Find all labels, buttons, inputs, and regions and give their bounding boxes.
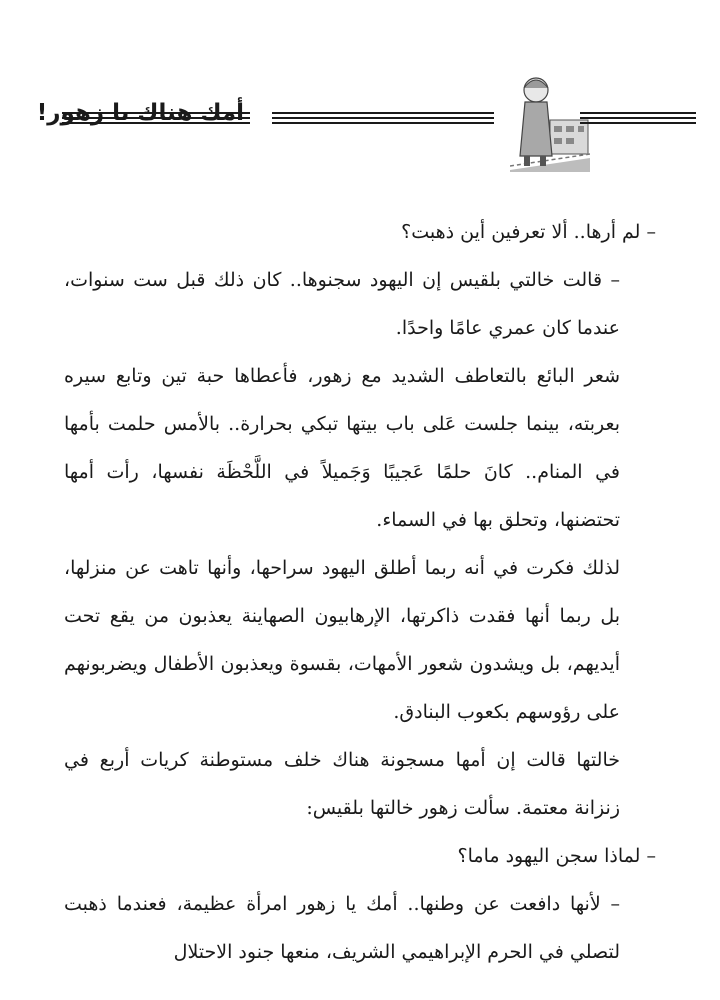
girl-walking-illustration (510, 70, 590, 172)
paragraph: لذلك فكرت في أنه ربما أطلق اليهود سراحها، وأنها تاهت عن منزلها، بل ربما أنها فقدت ذاكرتها، الإرهابيون الصهاينة يعذبون من يقع تحت أيديهم، بل ويشدون شعور الأمهات، بقسوة ويعذبون الأطفال ويضربونهم على رؤوسهم بكعوب البنادق. (64, 557, 620, 723)
decorative-rule-right (580, 112, 696, 126)
story-text (64, 208, 656, 976)
chapter-title: أمك هناك يا زهور! (36, 100, 244, 126)
paragraph: خالتها قالت إن أمها مسجونة هناك خلف مستوطنة كريات أربع في زنزانة معتمة. سألت زهور خالتها بلقيس: (64, 749, 620, 819)
dialogue-line: – لماذا سجن اليهود ماما؟ (457, 845, 656, 867)
dialogue-line: – لم أرها.. ألا تعرفين أين ذهبت؟ (401, 221, 656, 243)
paragraph: شعر البائع بالتعاطف الشديد مع زهور، فأعطاها حبة تين وتابع سيره بعربته، بينما جلست عَلى باب بيتها تبكي بحرارة.. بالأمس حلمت بأمها في المنام.. كانَ حلمًا عَجيبًا وَجَميلاً في اللَّحْظَة نفسها، رأت أمها تحتضنها، وتحلق بها في السماء. (64, 365, 620, 531)
chapter-header (0, 0, 720, 200)
dialogue-line: – قالت خالتي بلقيس إن اليهود سجنوها.. كان ذلك قبل ست سنوات، عندما كان عمري عامًا واحدًا. (64, 269, 620, 339)
dialogue-line: – لأنها دافعت عن وطنها.. أمك يا زهور امرأة عظيمة، فعندما ذهبت لتصلي في الحرم الإبراهيمي الشريف، منعها جنود الاحتلال (64, 893, 620, 963)
decorative-rule-middle (272, 112, 494, 126)
